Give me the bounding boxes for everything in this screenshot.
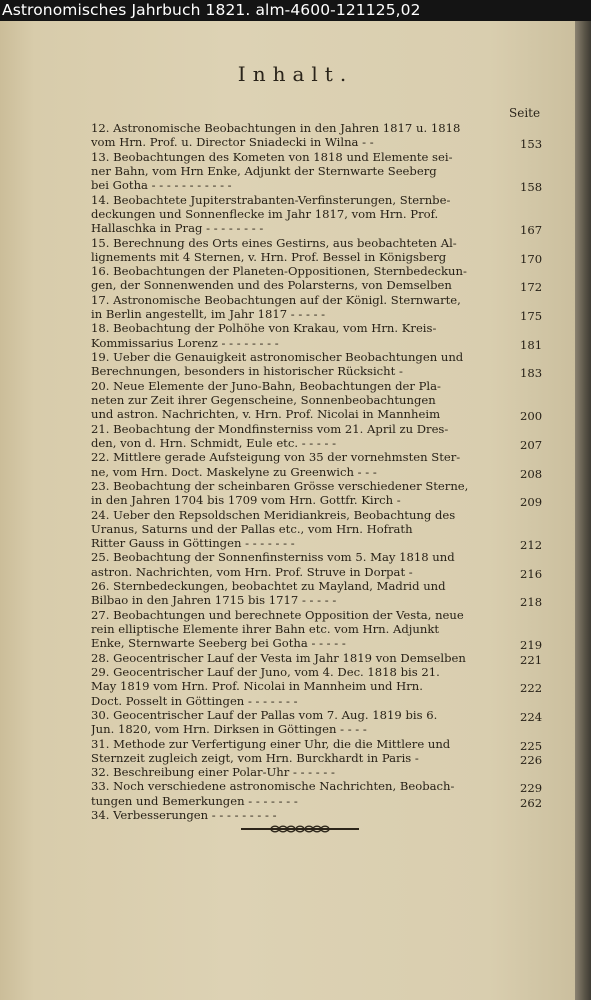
page-number: 221	[520, 653, 543, 667]
toc-line: 30. Geocentrischer Lauf der Pallas vom 7. Aug. 1819 bis 6.	[91, 708, 438, 722]
toc-line: 32. Beschreibung einer Polar-Uhr - - - - - -	[91, 765, 335, 779]
toc-line: rein elliptische Elemente ihrer Bahn etc. vom Hrn. Adjunkt	[91, 622, 439, 636]
toc-line: ne, vom Hrn. Doct. Maskelyne zu Greenwich - - -	[91, 465, 377, 479]
toc-line: den, von d. Hrn. Schmidt, Eule etc. - - - - -	[91, 436, 337, 450]
page-number: 226	[520, 753, 543, 767]
page-number: 172	[520, 280, 543, 294]
toc-line: Kommissarius Lorenz - - - - - - - -	[91, 336, 279, 350]
page-number: 224	[520, 710, 543, 724]
toc-line: 21. Beobachtung der Mondfinsterniss vom 21. April zu Dres-	[91, 422, 449, 436]
seite-label: Seite	[509, 106, 541, 120]
page-number: 229	[520, 781, 543, 795]
toc-line: neten zur Zeit ihrer Gegenscheine, Sonnenbeobachtungen	[91, 393, 436, 407]
page-number: 218	[520, 595, 543, 609]
page-number: 183	[520, 366, 543, 380]
toc-line: May 1819 vom Hrn. Prof. Nicolai in Mannheim und Hrn.	[91, 679, 423, 693]
toc-line: 20. Neue Elemente der Juno-Bahn, Beobachtungen der Pla-	[91, 379, 441, 393]
toc-line: 14. Beobachtete Jupiterstrabanten-Verfinsterungen, Sternbe-	[91, 193, 451, 207]
toc-line: Berechnungen, besonders in historischer Rücksicht -	[91, 364, 403, 378]
page-number: 208	[520, 467, 543, 481]
toc-line: 26. Sternbedeckungen, beobachtet zu Mayland, Madrid und	[91, 579, 446, 593]
toc-line: vom Hrn. Prof. u. Director Sniadecki in Wilna - -	[91, 135, 374, 149]
toc-line: 24. Ueber den Repsoldschen Meridiankreis, Beobachtung des	[91, 508, 456, 522]
toc-line: 33. Noch verschiedene astronomische Nachrichten, Beobach-	[91, 779, 455, 793]
page-number: 262	[520, 796, 543, 810]
toc-line: gen, der Sonnenwenden und des Polarsterns, von Demselben	[91, 278, 452, 292]
toc-line: 12. Astronomische Beobachtungen in den Jahren 1817 u. 1818	[91, 121, 461, 135]
toc-line: 34. Verbesserungen - - - - - - - - -	[91, 808, 277, 822]
ornament-divider	[241, 823, 359, 835]
toc-line: Hallaschka in Prag - - - - - - - -	[91, 221, 264, 235]
toc-line: 18. Beobachtung der Polhöhe von Krakau, vom Hrn. Kreis-	[91, 321, 437, 335]
page-number: 219	[520, 638, 543, 652]
book-spine	[575, 0, 591, 1000]
page-number: 212	[520, 538, 543, 552]
toc-line: 25. Beobachtung der Sonnenfinsterniss vom 5. May 1818 und	[91, 550, 455, 564]
toc-line: 27. Beobachtungen und berechnete Opposition der Vesta, neue	[91, 608, 464, 622]
page-title: Inhalt.	[237, 62, 354, 86]
page-number: 209	[520, 495, 543, 509]
toc-line: 23. Beobachtung der scheinbaren Grösse verschiedener Sterne,	[91, 479, 469, 493]
toc-line: in Berlin angestellt, im Jahr 1817 - - - - -	[91, 307, 326, 321]
toc-line: 16. Beobachtungen der Planeten-Oppositionen, Sternbedeckun-	[91, 264, 467, 278]
toc-line: 19. Ueber die Genauigkeit astronomischer Beobachtungen und	[91, 350, 464, 364]
toc-line: Doct. Posselt in Göttingen - - - - - - -	[91, 694, 298, 708]
toc-line: Bilbao in den Jahren 1715 bis 1717 - - - - -	[91, 593, 337, 607]
toc-line: deckungen und Sonnenflecke im Jahr 1817, vom Hrn. Prof.	[91, 207, 439, 221]
page-number: 181	[520, 338, 543, 352]
toc-line: 13. Beobachtungen des Kometen von 1818 und Elemente sei-	[91, 150, 453, 164]
page-number: 207	[520, 438, 543, 452]
toc-line: Uranus, Saturns und der Pallas etc., vom Hrn. Hofrath	[91, 522, 413, 536]
toc-line: in den Jahren 1704 bis 1709 vom Hrn. Gottfr. Kirch -	[91, 493, 401, 507]
page-number: 170	[520, 252, 543, 266]
toc-line: 28. Geocentrischer Lauf der Vesta im Jahr 1819 von Demselben	[91, 651, 466, 665]
toc-line: 15. Berechnung des Orts eines Gestirns, aus beobachteten Al-	[91, 236, 457, 250]
toc-line: tungen und Bemerkungen - - - - - - -	[91, 794, 298, 808]
toc-line: Enke, Sternwarte Seeberg bei Gotha - - - - -	[91, 636, 346, 650]
page-number: 225	[520, 739, 543, 753]
page-number: 167	[520, 223, 543, 237]
toc-line: Sternzeit zugleich zeigt, vom Hrn. Burckhardt in Paris -	[91, 751, 419, 765]
toc-line: ner Bahn, vom Hrn Enke, Adjunkt der Sternwarte Seeberg	[91, 164, 437, 178]
page-number: 216	[520, 567, 543, 581]
page-number: 158	[520, 180, 543, 194]
page-number: 175	[520, 309, 543, 323]
toc-line: Jun. 1820, vom Hrn. Dirksen in Göttingen - - - -	[91, 722, 367, 736]
toc-line: und astron. Nachrichten, v. Hrn. Prof. Nicolai in Mannheim	[91, 407, 441, 421]
toc-line: Ritter Gauss in Göttingen - - - - - - -	[91, 536, 295, 550]
page-number: 153	[520, 137, 543, 151]
toc-line: 31. Methode zur Verfertigung einer Uhr, die die Mittlere und	[91, 737, 451, 751]
page-number: 200	[520, 409, 543, 423]
title-bar	[0, 0, 591, 21]
toc-line: 22. Mittlere gerade Aufsteigung von 35 der vornehmsten Ster-	[91, 450, 461, 464]
title-bar-text: Astronomisches Jahrbuch 1821. alm-4600-121125,02	[2, 1, 421, 19]
page-number: 222	[520, 681, 543, 695]
toc-line: 29. Geocentrischer Lauf der Juno, vom 4. Dec. 1818 bis 21.	[91, 665, 440, 679]
toc-line: 17. Astronomische Beobachtungen auf der Königl. Sternwarte,	[91, 293, 461, 307]
toc-line: astron. Nachrichten, vom Hrn. Prof. Struve in Dorpat -	[91, 565, 413, 579]
toc-line: lignements mit 4 Sternen, v. Hrn. Prof. Bessel in Königsberg	[91, 250, 447, 264]
toc-line: bei Gotha - - - - - - - - - - -	[91, 178, 232, 192]
